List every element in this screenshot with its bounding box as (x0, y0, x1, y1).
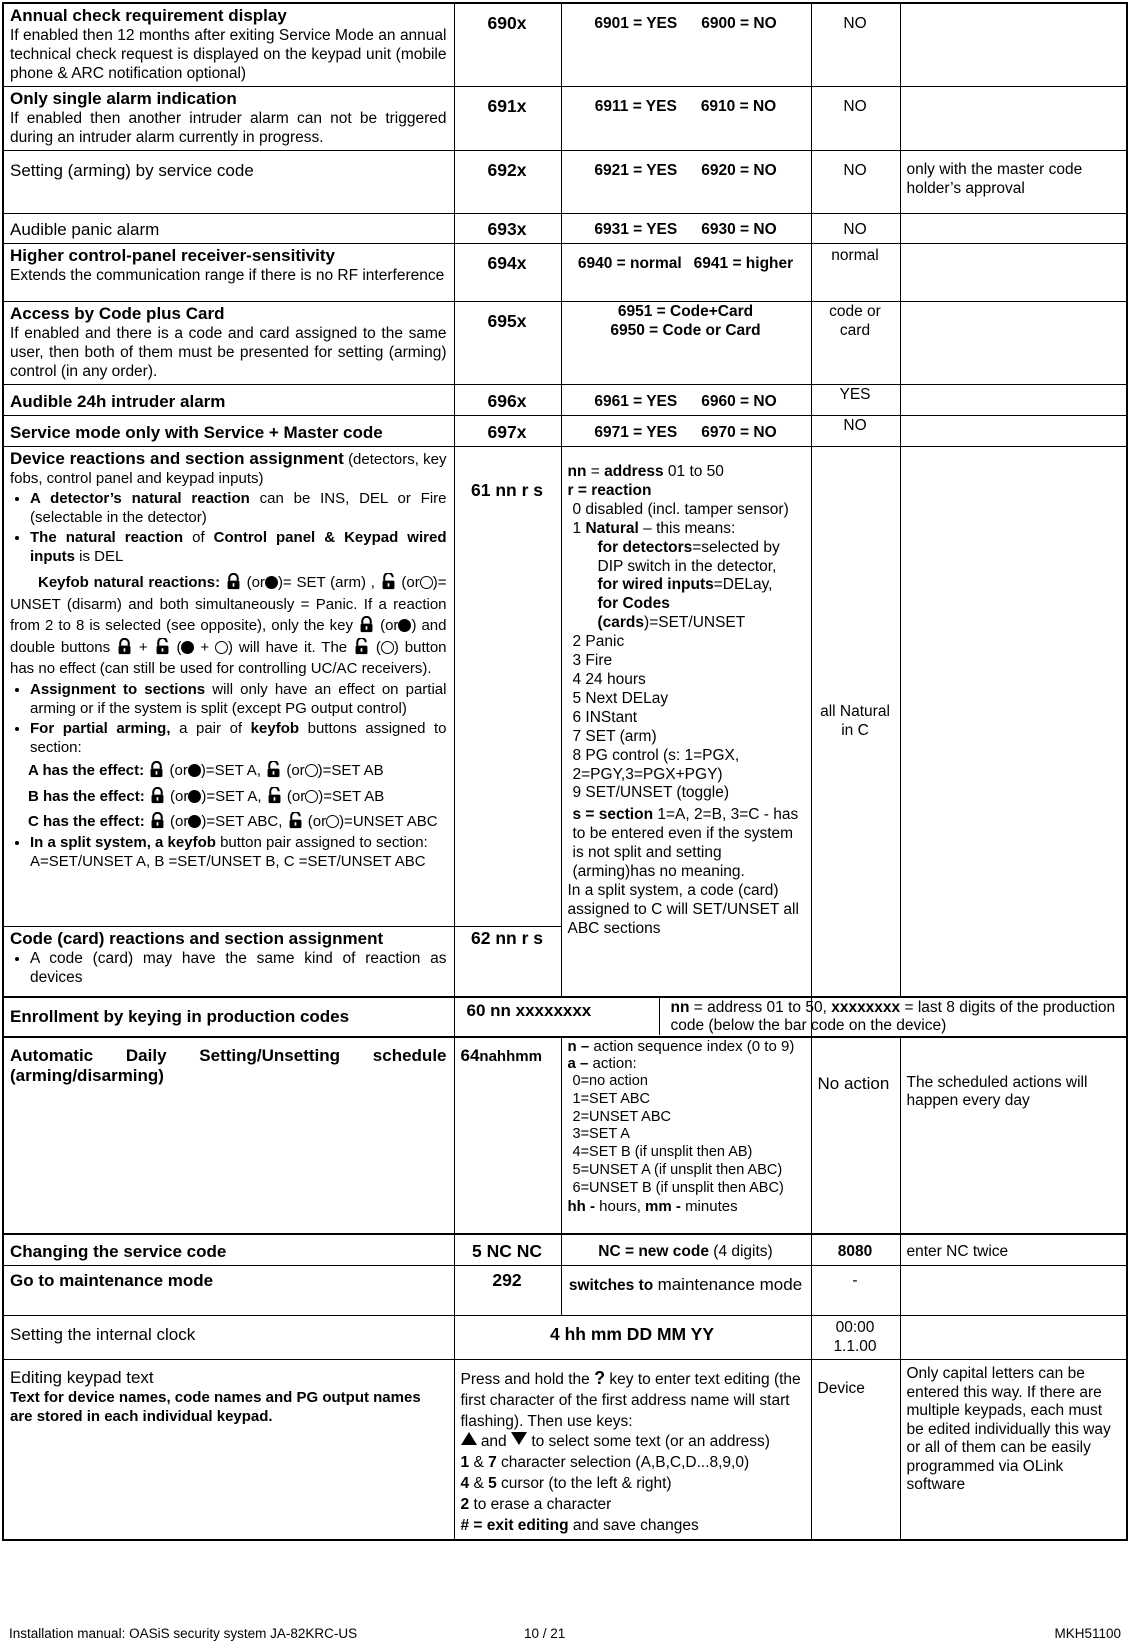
row-title: Audible panic alarm (10, 220, 160, 239)
table-row (3, 1360, 1127, 1541)
row-default: NO (811, 3, 900, 87)
table-row (3, 1234, 1127, 1266)
row-default: NO (811, 151, 900, 214)
row-note: enter NC twice (900, 1234, 1127, 1266)
row-description: If enabled then 12 months after exiting Service Mode an annual technical check request is displayed on the keypad unit (mobile phone & ARC notification optional) (10, 27, 447, 82)
split-bullets (10, 833, 447, 872)
row-description: If enabled then another intruder alarm can not be triggered during an intruder alarm currently in progress. (10, 110, 447, 146)
row-default: 00:00 1.1.00 (811, 1316, 900, 1360)
table-row (3, 997, 1127, 1037)
row-description: Extends the communication range if there is no RF interference (10, 267, 445, 284)
footer-page-number: 10 / 21 (524, 1626, 566, 1641)
row-options: 6940 = normal 6941 = higher (561, 244, 811, 302)
row-code: 690x (454, 3, 561, 87)
reaction-options: nn = address 01 to 50 r = reaction 0 disabled (incl. tamper sensor) 1 Natural – this means: for detectors=selected by DIP switch in the detector, for wired inputs=DELay, for Codes (cards)=SET/UNSET 2 Panic 3 Fire 4 24 hours 5 Next DELay 6 INStant 7 SET (arm) 8 PG control (s: 1=PGX, 2=PGY,3=PGX+PGY) 9 SET/UNSET (toggle) s = section 1=A, 2=B, 3=C - has to be entered even if the system is not split and setting (arming)has no meaning. In a split system, a code (card) assigned to C will SET/UNSET all ABC sections (561, 447, 811, 997)
row-code: 64nahhmm (454, 1037, 561, 1234)
filled-button-icon (265, 576, 278, 589)
table-row (3, 3, 1127, 87)
row-code: 5 NC NC (454, 1234, 561, 1266)
row-title: Enrollment by keying in production codes (10, 1006, 350, 1026)
list-item: • In a split system, a keyfob button pair assigned to section: A=SET/UNSET A, B =SET/UNSET B, C =SET/UNSET ABC (30, 833, 447, 872)
row-default: 8080 (811, 1234, 900, 1266)
row-default: - (811, 1266, 900, 1316)
list-item: • For partial arming, a pair of keyfob buttons assigned to section: (30, 719, 447, 758)
filled-button-icon (188, 764, 201, 777)
lock-open-icon (266, 787, 283, 804)
row-title: Setting (arming) by service code (10, 161, 254, 180)
row-title: Access by Code plus Card (10, 304, 225, 323)
row-title: Only single alarm indication (10, 89, 237, 108)
row-code: 4 hh mm DD MM YY (454, 1316, 811, 1360)
arrow-down-icon (511, 1432, 527, 1445)
service-settings-table (2, 2, 1128, 1541)
row-code: 695x (454, 302, 561, 385)
lock-closed-icon (358, 616, 375, 633)
lock-closed-icon (148, 761, 165, 778)
row-options: 6971 = YES 6970 = NO (561, 416, 811, 447)
keypad-edit-instructions: Press and hold the ? key to enter text editing (the first character of the first address name will start flashing). Then use keys: and to select some text (or an address) 1 & 7 character selection (A,B,C,D...8,9,0) 4 & 5 cursor (to the left & right) 2 to erase a character # = exit editing and save changes (454, 1360, 811, 1541)
list-item: • A detector’s natural reaction can be INS, DEL or Fire (selectable in the detector) (30, 489, 447, 528)
row-options: nn = address 01 to 50, xxxxxxxx = last 8 digits of the production code (below the bar code on the device) (811, 997, 1127, 1037)
row-note (900, 244, 1127, 302)
row-note (900, 416, 1127, 447)
row-default: normal (811, 244, 900, 302)
list-item: • A code (card) may have the same kind of reaction as devices (30, 949, 447, 987)
row-description: If enabled and there is a code and card assigned to the same user, then both of them must be presented for setting (arming) control (in any order). (10, 325, 447, 380)
row-title: Audible 24h intruder alarm (10, 392, 226, 411)
empty-button-icon (420, 576, 433, 589)
footer-document-code: MKH51100 (1054, 1626, 1121, 1641)
row-default: NO (811, 416, 900, 447)
row-note (900, 1316, 1127, 1360)
row-options: 6951 = Code+Card 6950 = Code or Card (561, 302, 811, 385)
row-code: 691x (454, 87, 561, 151)
empty-button-icon (381, 641, 394, 654)
section-b-effect: B has the effect: (or )=SET A, (or )=SET AB (28, 788, 385, 806)
row-code: 694x (454, 244, 561, 302)
row-note: only with the master code holder’s approval (900, 151, 1127, 214)
row-title: Service mode only with Service + Master code (10, 423, 383, 442)
row-title: Setting the internal clock (10, 1325, 196, 1344)
row-options: 6911 = YES 6910 = NO (561, 87, 811, 151)
empty-button-icon (326, 815, 339, 828)
list-item: • The natural reaction of Control panel & Keypad wired inputs is DEL (30, 528, 447, 567)
row-title: Editing keypad text (10, 1368, 154, 1387)
empty-button-icon (215, 641, 228, 654)
row-options: switches to maintenance mode (561, 1266, 811, 1316)
section-effects (10, 758, 447, 833)
row-default: NO (811, 87, 900, 151)
row-note: Only capital letters can be entered this way. If there are multiple keypads, each must be edited individually this way or all of them can be easily programmed via OLink software (900, 1360, 1127, 1541)
table-row (3, 302, 1127, 385)
row-note (900, 3, 1127, 87)
row-default: NO (811, 214, 900, 244)
row-default: No action (811, 1037, 900, 1234)
row-title: Code (card) reactions and section assignment (10, 929, 384, 948)
lock-open-icon (265, 761, 282, 778)
row-options: NC = new code (4 digits) (561, 1234, 811, 1266)
table-row (3, 1266, 1127, 1316)
row-title: Automatic Daily Setting/Unsetting schedule (arming/disarming) (10, 1045, 447, 1085)
row-default: YES (811, 385, 900, 416)
lock-closed-icon (225, 573, 242, 590)
arrow-up-icon (461, 1432, 477, 1445)
filled-button-icon (188, 790, 201, 803)
lock-open-icon (380, 573, 397, 590)
row-code: 697x (454, 416, 561, 447)
table-row (3, 416, 1127, 447)
row-description: Text for device names, code names and PG output names are stored in each individual keypad. (10, 1389, 421, 1425)
lock-open-icon (287, 812, 304, 829)
table-row (3, 385, 1127, 416)
row-code: 61 nn r s (454, 447, 561, 927)
row-default: Device (811, 1360, 900, 1541)
row-code: 696x (454, 385, 561, 416)
row-title: Device reactions and section assignment (10, 449, 344, 468)
row-note (900, 302, 1127, 385)
row-default: code or card (811, 302, 900, 385)
row-options: 6901 = YES 6900 = NO (561, 3, 811, 87)
row-options: 6921 = YES 6920 = NO (561, 151, 811, 214)
section-c-effect: C has the effect: (or )=SET ABC, (or )=UNSET ABC (28, 812, 438, 830)
row-note (900, 385, 1127, 416)
filled-button-icon (398, 619, 411, 632)
row-title: Annual check requirement display (10, 6, 287, 25)
row-note (900, 1266, 1127, 1316)
row-code: 292 (454, 1266, 561, 1316)
row-code: 692x (454, 151, 561, 214)
empty-button-icon (305, 790, 318, 803)
section-bullets (10, 680, 447, 758)
filled-button-icon (188, 815, 201, 828)
row-title: Go to maintenance mode (10, 1271, 214, 1290)
table-row (3, 151, 1127, 214)
row-note (900, 447, 1127, 997)
table-row (3, 214, 1127, 244)
lock-open-icon (353, 638, 370, 655)
row-default: all Natural in C (811, 447, 900, 997)
lock-closed-icon (149, 812, 166, 829)
table-row (3, 87, 1127, 151)
table-row (3, 244, 1127, 302)
lock-closed-icon (149, 787, 166, 804)
table-row (3, 1316, 1127, 1360)
row-title-tail: (detectors, key fobs, control panel and keypad inputs) (10, 451, 447, 488)
list-item: • Assignment to sections will only have an effect on partial arming or if the system is split (except PG output control) (30, 680, 447, 719)
row-code: 60 nn xxxxxxxx (455, 998, 660, 1035)
row-note (900, 214, 1127, 244)
device-reaction-bullets (10, 489, 447, 567)
row-code: 693x (454, 214, 561, 244)
row-code: 62 nn r s (454, 927, 561, 997)
row-title: Higher control-panel receiver-sensitivity (10, 246, 335, 265)
row-note (900, 87, 1127, 151)
row-options: 6931 = YES 6930 = NO (561, 214, 811, 244)
empty-button-icon (305, 764, 318, 777)
schedule-options: n – action sequence index (0 to 9) a – action: 0=no action 1=SET ABC 2=UNSET ABC 3=SET A 4=SET B (if unsplit then AB) 5=UNSET A (if unsplit then ABC) 6=UNSET B (if unsplit then ABC) hh - hours, mm - minutes (561, 1037, 811, 1234)
keyfob-paragraph: Keyfob natural reactions: (or )= SET (arm) , (or )= UNSET (disarm) and both simultaneously = Panic. If a reaction from 2 to 8 is selected (see opposite), only the key (or ) and double buttons + ( + ) will have it. The ( ) button has no effect (can still be used for controlling UC/AC receivers). (10, 574, 447, 678)
row-note: The scheduled actions will happen every day (900, 1037, 1127, 1234)
filled-button-icon (181, 641, 194, 654)
table-row (3, 447, 1127, 927)
row-title: Changing the service code (10, 1241, 227, 1261)
row-options: 6961 = YES 6960 = NO (561, 385, 811, 416)
lock-open-icon (154, 638, 171, 655)
footer-document-title: Installation manual: OASiS security system JA-82KRC-US (9, 1626, 358, 1641)
section-a-effect: A has the effect: (or )=SET A, (or )=SET AB (28, 761, 384, 779)
table-row (3, 1037, 1127, 1234)
settings-table-page (2, 2, 1126, 1541)
lock-closed-icon (116, 638, 133, 655)
